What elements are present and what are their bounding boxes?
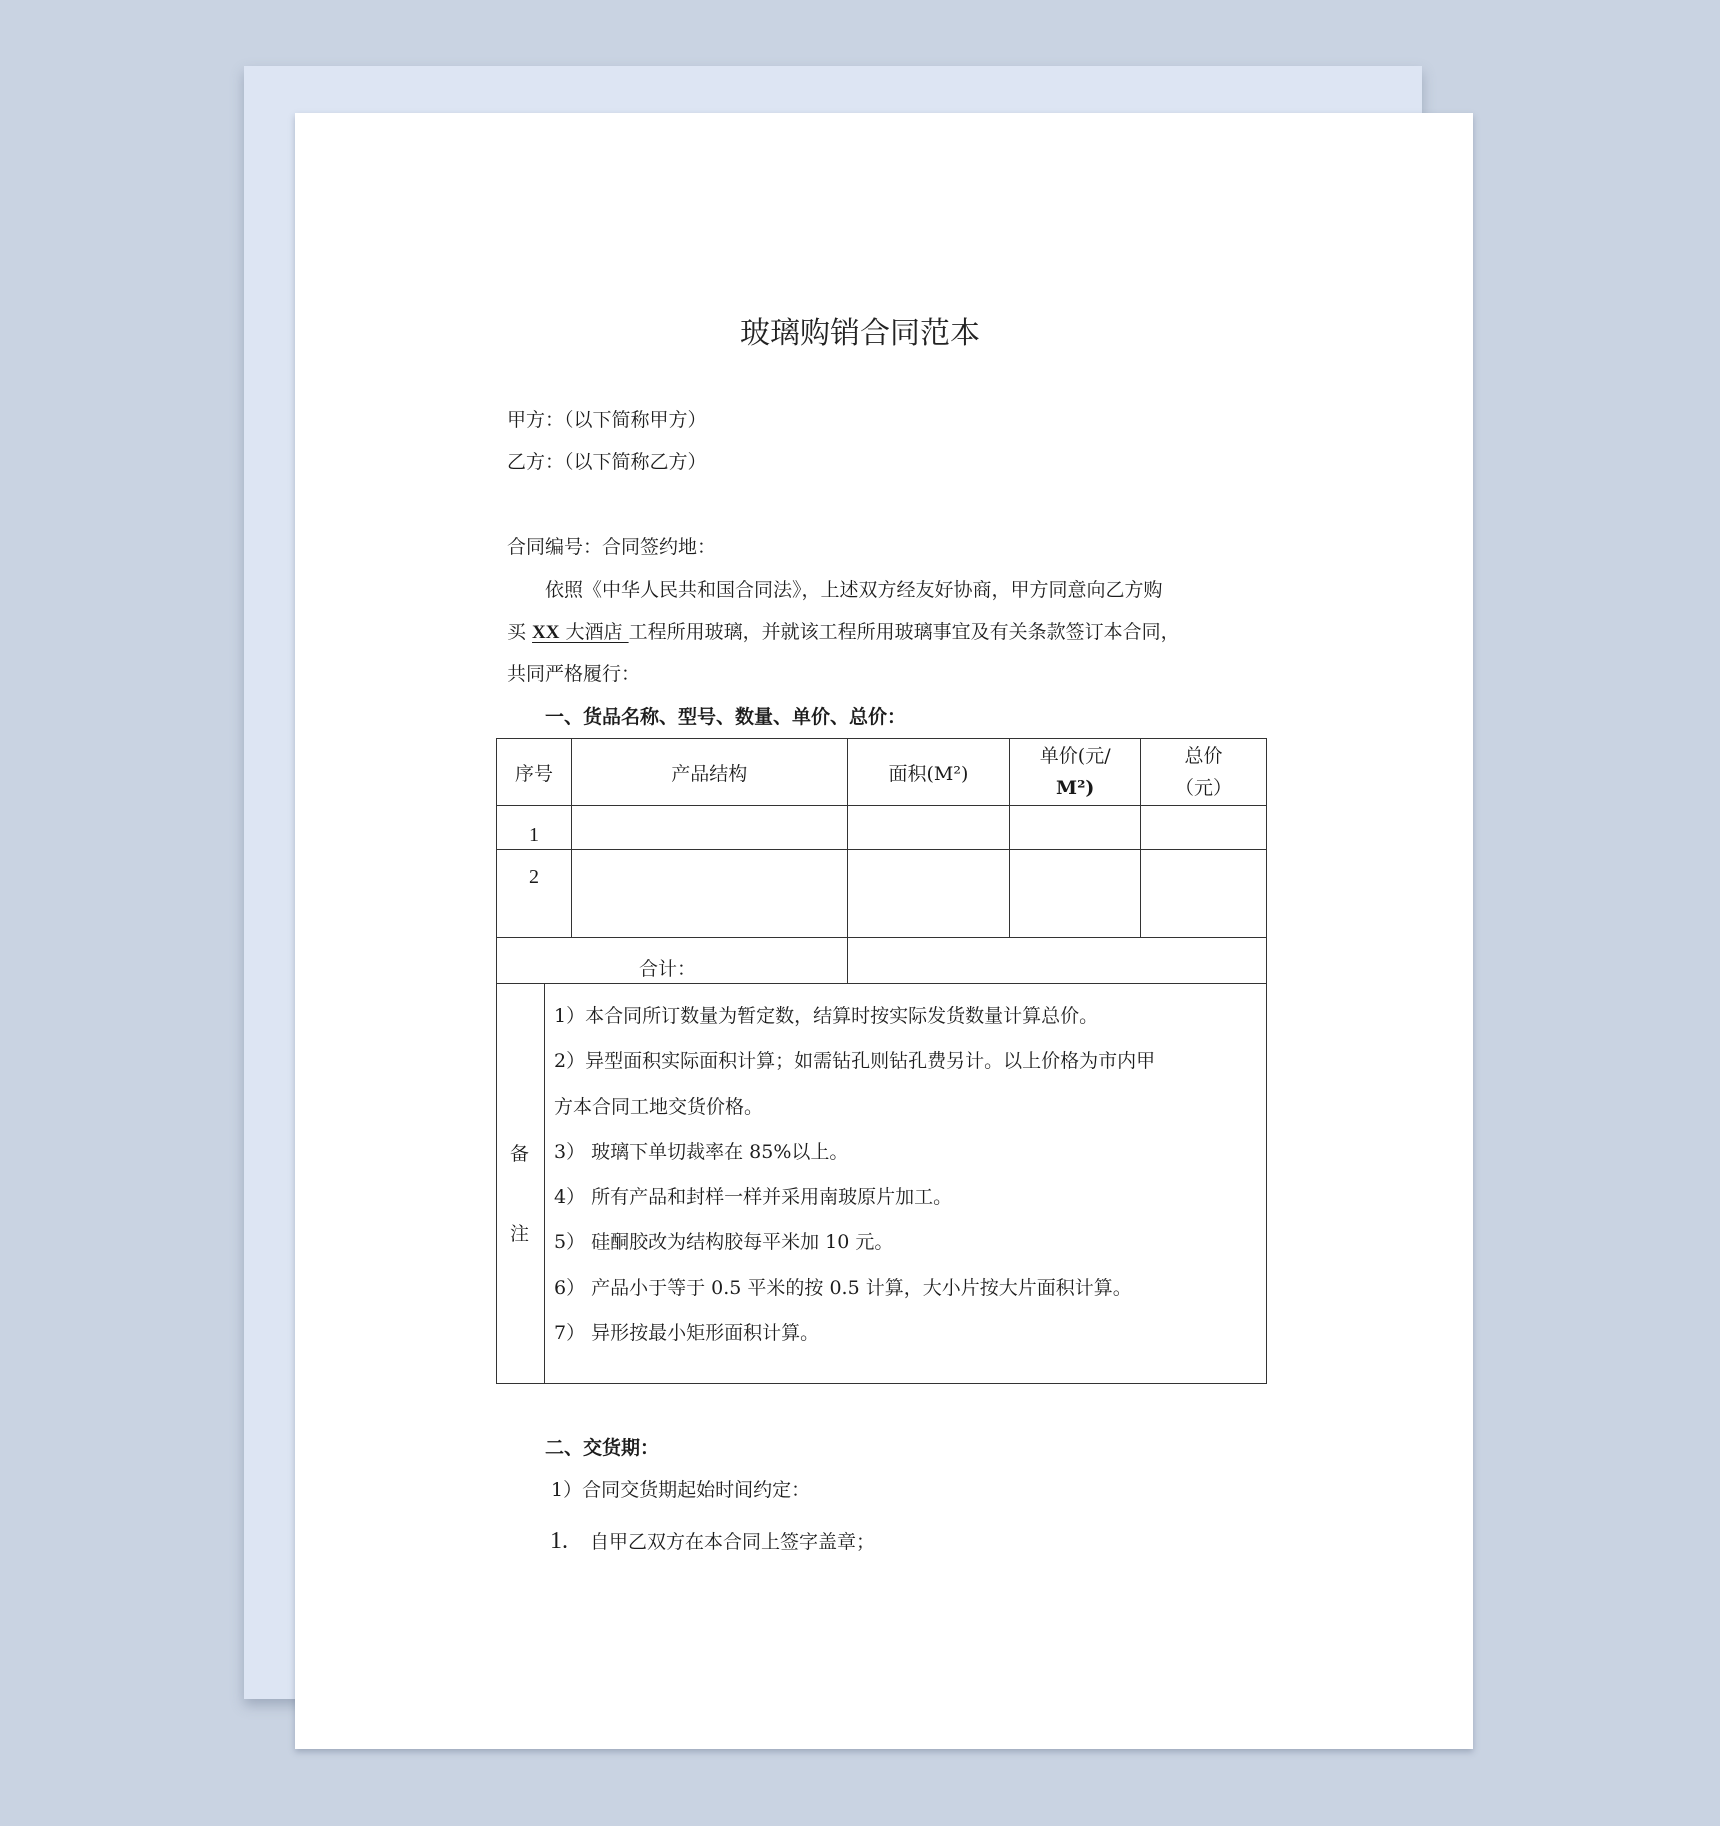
- row-1-unit-price[interactable]: [1010, 806, 1141, 850]
- row-2-total[interactable]: [1141, 850, 1267, 938]
- sub-item-text: 自甲乙双方在本合同上签字盖章；: [590, 1531, 876, 1553]
- intro-line-2: [507, 621, 1180, 644]
- table-row: [497, 850, 1267, 938]
- row-1-product[interactable]: [571, 806, 847, 850]
- remark-item-7: 7） 异形按最小矩形面积计算。: [554, 1322, 820, 1344]
- document-title: 玻璃购销合同范本: [740, 316, 980, 351]
- delivery-sub-item: [550, 1530, 875, 1553]
- row-2-area[interactable]: [847, 850, 1010, 938]
- remark-item-3: 3） 玻璃下单切裁率在 85%以上。: [554, 1141, 849, 1163]
- header-total-line2: （元）: [1175, 777, 1233, 799]
- remark-item-5: 5） 硅酮胶改为结构胶每平米加 10 元。: [554, 1231, 894, 1253]
- section2-heading: 二、交货期：: [545, 1437, 660, 1459]
- row-1-total[interactable]: [1141, 806, 1267, 850]
- section1-heading: 一、货品名称、型号、数量、单价、总价：: [545, 706, 907, 728]
- header-area: [847, 739, 1010, 806]
- header-unit-price: [1010, 739, 1141, 806]
- remark-item-4: 4） 所有产品和封样一样并采用南玻原片加工。: [554, 1186, 953, 1208]
- intro-line-3: 共同严格履行：: [507, 663, 641, 685]
- row-2-product[interactable]: [571, 850, 847, 938]
- remark-item-2-cont: 方本合同工地交货价格。: [554, 1096, 764, 1118]
- row-1-area[interactable]: [847, 806, 1010, 850]
- row-2-unit-price[interactable]: [1010, 850, 1141, 938]
- row-2-seq: 2: [497, 850, 572, 938]
- header-total: [1141, 739, 1267, 806]
- header-product: 产品结构: [571, 739, 847, 806]
- table-row: [497, 806, 1267, 850]
- remark-item-2: 2）异型面积实际面积计算；如需钻孔则钻孔费另计。以上价格为市内甲: [554, 1050, 1156, 1072]
- delivery-item-1: 1）合同交货期起始时间约定：: [551, 1479, 811, 1501]
- row-1-seq: 1: [497, 806, 572, 850]
- remarks-label-1: 备: [510, 1143, 530, 1165]
- intro-prefix: 买: [507, 621, 533, 643]
- header-total-line1: 总价: [1184, 745, 1223, 767]
- subtotal-row: [497, 938, 1267, 984]
- remarks-label-2: 注: [510, 1223, 530, 1245]
- project-name: [532, 621, 629, 643]
- header-unit-price-line1: 单价(元/: [1039, 745, 1111, 767]
- header-unit-price-line2: M²): [1056, 777, 1095, 799]
- project-hotel: 大酒店: [559, 621, 629, 643]
- project-xx: XX: [532, 622, 560, 643]
- table-header-row: [497, 739, 1267, 806]
- remarks-label-cell: [497, 984, 545, 1384]
- sub-item-number: 1.: [550, 1528, 568, 1554]
- header-seq: 序号: [497, 739, 572, 806]
- subtotal-label: 合计：: [497, 938, 848, 984]
- remark-item-1: 1）本合同所订数量为暂定数，结算时按实际发货数量计算总价。: [554, 1005, 1099, 1027]
- contract-meta-line: 合同编号：合同签约地：: [507, 536, 717, 558]
- subtotal-value[interactable]: [847, 938, 1266, 984]
- party-b-line: 乙方：（以下简称乙方）: [507, 451, 707, 473]
- party-a-line: 甲方：（以下简称甲方）: [507, 409, 707, 431]
- header-area-text: 面积(M²): [888, 762, 969, 785]
- intro-suffix: 工程所用玻璃，并就该工程所用玻璃事宜及有关条款签订本合同，: [628, 621, 1180, 643]
- remark-item-6: 6） 产品小于等于 0.5 平米的按 0.5 计算，大小片按大片面积计算。: [554, 1277, 1132, 1299]
- intro-line-1: 依照《中华人民共和国合同法》，上述双方经友好协商，甲方同意向乙方购: [545, 579, 1163, 601]
